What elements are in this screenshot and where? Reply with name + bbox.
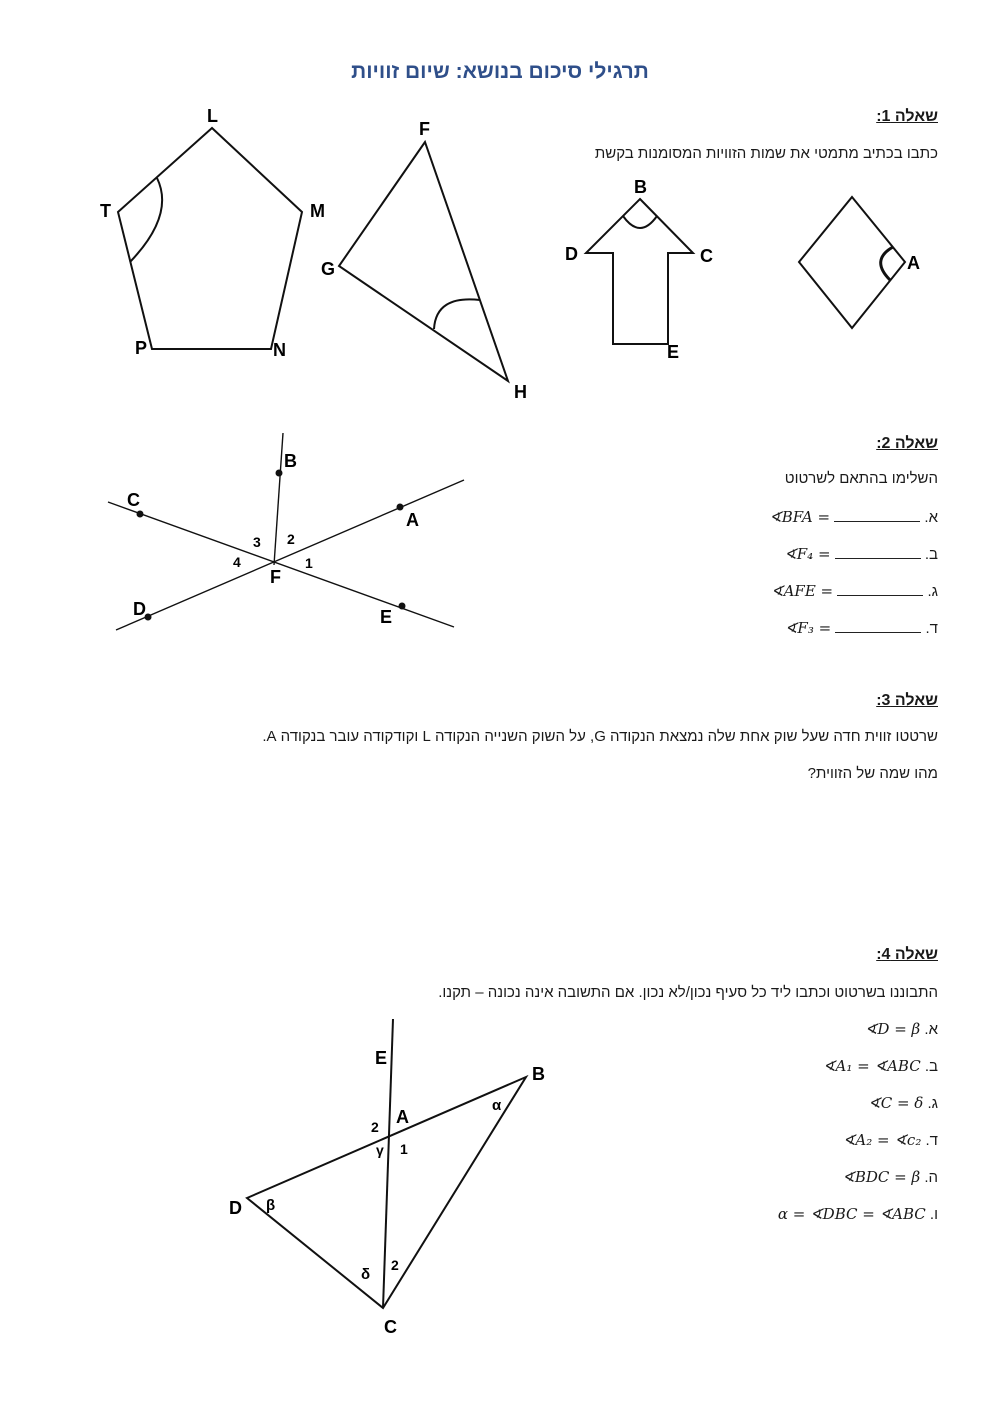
point-C xyxy=(137,511,144,518)
rhombus-label-A: A xyxy=(907,253,920,273)
q4-item-e: ה. ∢BDC = β xyxy=(842,1168,938,1186)
q2-item-b: ב. ∢F₄ = xyxy=(784,545,938,563)
q2-item-a: א. ∢BFA = xyxy=(769,508,938,526)
arrow-label-D: D xyxy=(565,244,578,264)
triangle-label-F: F xyxy=(419,119,430,139)
q2-instruction: השלימו בהתאם לשרטוט xyxy=(784,470,938,487)
q3-text-2: מהו שמה של הזווית? xyxy=(807,765,938,782)
q4-greek-gamma: γ xyxy=(376,1142,384,1158)
arrow-figure xyxy=(586,199,693,344)
rhombus-figure xyxy=(799,197,905,328)
q1-instruction: כתבו בכתיב מתמטי את שמות הזוויות המסומנות בקשת xyxy=(594,145,938,162)
pentagon-label-M: M xyxy=(310,201,325,221)
q3-heading: שאלה 3: xyxy=(876,692,938,709)
pentagon-label-L: L xyxy=(207,106,218,126)
label-C: C xyxy=(127,490,140,510)
pentagon-label-P: P xyxy=(135,338,148,358)
arrow-label-E: E xyxy=(667,342,680,362)
q4-item-b: ב. ∢A₁ = ∢ABC xyxy=(822,1057,938,1075)
q4-label-A: A xyxy=(396,1107,409,1127)
label-B: B xyxy=(284,451,297,471)
q4-label-B: B xyxy=(532,1064,545,1084)
q4-label-D: D xyxy=(229,1198,242,1218)
angle-number-1: 1 xyxy=(305,555,313,571)
q4-greek-delta: δ xyxy=(361,1266,371,1283)
q4-heading: שאלה 4: xyxy=(876,946,938,963)
q2-figure xyxy=(0,425,480,640)
label-A: A xyxy=(406,510,419,530)
label-F: F xyxy=(270,567,281,587)
pentagon-label-N: N xyxy=(273,340,286,360)
page-title: תרגילי סיכום בנושא: שיום זוויות xyxy=(351,60,649,83)
triangle-label-H: H xyxy=(514,382,527,402)
point-E xyxy=(399,603,406,610)
triangle-figure xyxy=(339,142,508,381)
q4-item-f: ו. α = ∢DBC = ∢ABC xyxy=(777,1205,938,1223)
q4-number-2-top: 2 xyxy=(371,1119,379,1135)
pentagon-label-T: T xyxy=(100,201,111,221)
angle-number-3: 3 xyxy=(253,534,261,550)
q1-figures xyxy=(0,95,1000,415)
point-A xyxy=(397,504,404,511)
q4-number-1: 1 xyxy=(400,1141,408,1157)
q4-number-2-bottom: 2 xyxy=(391,1257,399,1273)
q4-greek-beta: β xyxy=(266,1197,276,1214)
label-D: D xyxy=(133,599,146,619)
q2-item-c: ג. ∢AFE = xyxy=(771,582,938,600)
q1-heading: שאלה 1: xyxy=(876,108,938,125)
q4-greek-alpha: α xyxy=(492,1097,502,1114)
q4-item-a: א. ∢D = β xyxy=(864,1020,938,1038)
q4-figure xyxy=(200,1010,600,1350)
q2-heading: שאלה 2: xyxy=(876,435,938,452)
angle-number-2: 2 xyxy=(287,531,295,547)
q4-item-d: ד. ∢A₂ = ∢c₂ xyxy=(842,1131,938,1149)
q4-label-C: C xyxy=(384,1317,397,1337)
point-B xyxy=(276,470,283,477)
q2-item-d: ד. ∢F₃ = xyxy=(784,619,938,637)
angle-number-4: 4 xyxy=(233,554,241,570)
q4-item-c: ג. ∢C = δ xyxy=(868,1094,938,1112)
triangle-label-G: G xyxy=(321,259,336,279)
pentagon-figure xyxy=(118,128,302,349)
q3-text-1: שרטטו זווית חדה שעל שוק אחת שלה נמצאת הנקודה G, על השוק השנייה הנקודה L וקודקודה עובר בנקודה A. xyxy=(262,728,938,745)
q4-instruction: התבוננו בשרטוט וכתבו ליד כל סעיף נכון/לא נכון. אם התשובה אינה נכונה – תקנו. xyxy=(438,984,938,1001)
label-E: E xyxy=(380,607,393,627)
arrow-label-B: B xyxy=(634,177,647,197)
q4-label-E: E xyxy=(375,1048,388,1068)
arrow-label-C: C xyxy=(700,246,713,266)
